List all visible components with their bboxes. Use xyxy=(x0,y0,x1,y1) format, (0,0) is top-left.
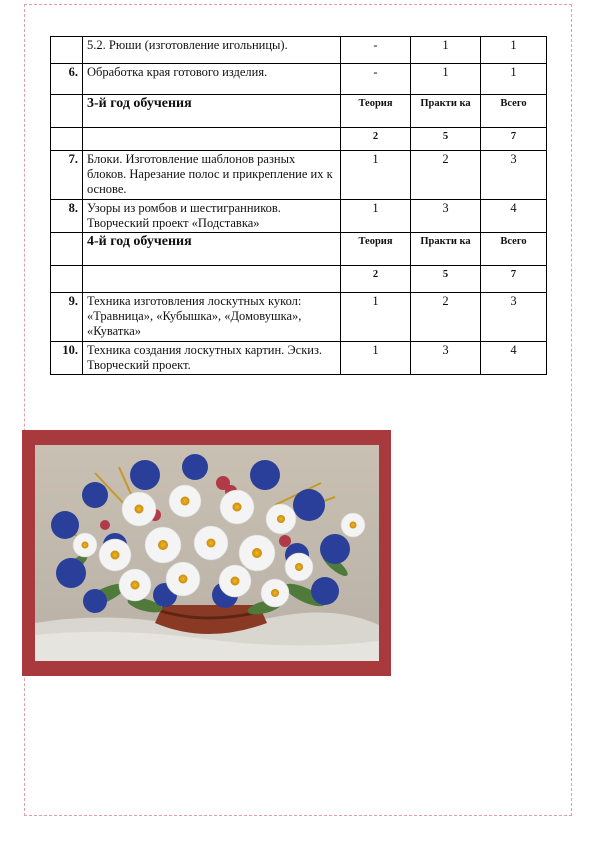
row-number: 6. xyxy=(51,64,83,95)
sum-empty xyxy=(83,128,341,151)
year-sum-row xyxy=(51,266,547,293)
year-sum-row xyxy=(51,128,547,151)
year-header-empty xyxy=(51,233,83,266)
row-practice: 1 xyxy=(411,37,481,64)
row-theory: - xyxy=(341,37,411,64)
sum-practice: 5 xyxy=(411,128,481,151)
year-title: 4-й год обучения xyxy=(83,233,341,266)
sum-total: 7 xyxy=(481,128,547,151)
table-row xyxy=(51,151,547,200)
year-header-row xyxy=(51,233,547,266)
year-header-row xyxy=(51,95,547,128)
flower-basket-picture xyxy=(22,430,391,676)
row-practice: 3 xyxy=(411,342,481,375)
row-total: 3 xyxy=(481,293,547,342)
row-total: 1 xyxy=(481,37,547,64)
table-row xyxy=(51,342,547,375)
row-topic: Узоры из ромбов и шестигранников. Творческий проект «Подставка» xyxy=(83,200,341,233)
row-total: 1 xyxy=(481,64,547,95)
row-number: 10. xyxy=(51,342,83,375)
flower-basket-image xyxy=(35,445,379,661)
row-number xyxy=(51,37,83,64)
row-theory: 1 xyxy=(341,342,411,375)
sum-empty xyxy=(51,266,83,293)
row-topic: Блоки. Изготовление шаблонов разных блоков. Нарезание полос и прикрепление их к основе. xyxy=(83,151,341,200)
row-practice: 1 xyxy=(411,64,481,95)
row-total: 4 xyxy=(481,342,547,375)
row-total: 4 xyxy=(481,200,547,233)
row-theory: - xyxy=(341,64,411,95)
sum-theory: 2 xyxy=(341,266,411,293)
sum-empty xyxy=(83,266,341,293)
row-total: 3 xyxy=(481,151,547,200)
row-theory: 1 xyxy=(341,200,411,233)
year-title: 3-й год обучения xyxy=(83,95,341,128)
header-total: Всего xyxy=(481,95,547,128)
row-topic: Обработка края готового изделия. xyxy=(83,64,341,95)
sum-practice: 5 xyxy=(411,266,481,293)
row-theory: 1 xyxy=(341,151,411,200)
header-theory: Теория xyxy=(341,95,411,128)
sum-empty xyxy=(51,128,83,151)
row-practice: 3 xyxy=(411,200,481,233)
row-practice: 2 xyxy=(411,151,481,200)
sum-theory: 2 xyxy=(341,128,411,151)
sum-total: 7 xyxy=(481,266,547,293)
row-topic: 5.2. Рюши (изготовление игольницы). xyxy=(83,37,341,64)
row-number: 9. xyxy=(51,293,83,342)
table-row xyxy=(51,37,547,64)
header-total: Всего xyxy=(481,233,547,266)
row-topic: Техника изготовления лоскутных кукол: «Травница», «Кубышка», «Домовушка», «Куватка» xyxy=(83,293,341,342)
row-practice: 2 xyxy=(411,293,481,342)
row-number: 8. xyxy=(51,200,83,233)
year-header-empty xyxy=(51,95,83,128)
row-number: 7. xyxy=(51,151,83,200)
table-row xyxy=(51,293,547,342)
table-row xyxy=(51,64,547,95)
curriculum-table xyxy=(50,36,547,375)
row-theory: 1 xyxy=(341,293,411,342)
header-theory: Теория xyxy=(341,233,411,266)
header-practice: Практи ка xyxy=(411,233,481,266)
row-topic: Техника создания лоскутных картин. Эскиз. Творческий проект. xyxy=(83,342,341,375)
table-row xyxy=(51,200,547,233)
header-practice: Практи ка xyxy=(411,95,481,128)
